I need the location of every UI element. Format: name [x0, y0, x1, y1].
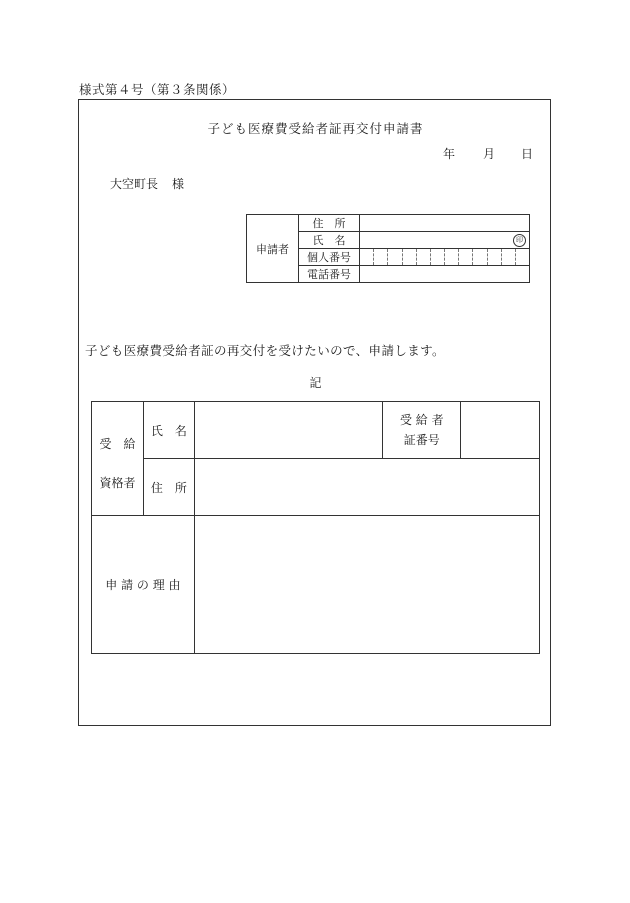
reason-label: 申 請 の 理 由: [92, 516, 195, 654]
applicant-name-label: [299, 232, 360, 249]
applicant-table: [246, 214, 530, 283]
recipient-name-label: 氏 名: [143, 402, 194, 459]
personal-number-digit-box[interactable]: [417, 249, 431, 265]
personal-number-field[interactable]: [360, 249, 530, 266]
recipient-label-cell: [92, 402, 144, 516]
recipient-address-field[interactable]: [194, 459, 539, 516]
applicant-address-label-text: 住 所: [312, 217, 346, 230]
recipient-label-top: 受 給: [99, 436, 136, 451]
phone-number-label: 電話番号: [299, 266, 360, 283]
personal-number-digit-box[interactable]: [516, 249, 529, 265]
certificate-number-field[interactable]: [461, 402, 540, 459]
personal-number-digit-boxes: [360, 249, 529, 265]
certificate-number-label-line2: 証番号: [403, 433, 440, 447]
reason-field[interactable]: [194, 516, 539, 654]
ki-heading: 記: [309, 376, 322, 390]
seal-mark: 印: [513, 234, 526, 247]
personal-number-digit-box[interactable]: [403, 249, 417, 265]
applicant-address-label: [299, 215, 360, 232]
applicant-label: 申請者: [247, 215, 299, 283]
date-day-label: 日: [521, 147, 534, 161]
personal-number-digit-box[interactable]: [502, 249, 516, 265]
form-title: 子ども医療費受給者証再交付申請書: [207, 121, 424, 136]
personal-number-digit-box[interactable]: [388, 249, 402, 265]
phone-number-field[interactable]: [360, 266, 530, 283]
recipient-name-field[interactable]: [194, 402, 383, 459]
personal-number-digit-box[interactable]: [360, 249, 374, 265]
recipient-address-label: 住 所: [143, 459, 194, 516]
certificate-number-label-line1: 受 給 者: [399, 413, 444, 427]
personal-number-digit-box[interactable]: [374, 249, 388, 265]
date-month-label: 月: [483, 147, 496, 161]
addressee: [110, 175, 184, 192]
personal-number-digit-box[interactable]: [473, 249, 487, 265]
personal-number-digit-box[interactable]: [445, 249, 459, 265]
personal-number-label: 個人番号: [299, 249, 360, 266]
date-year-label: 年: [443, 147, 456, 161]
certificate-number-label: [383, 402, 461, 459]
recipient-label-bottom: 資格者: [99, 475, 136, 490]
personal-number-digit-box[interactable]: [488, 249, 502, 265]
applicant-name-label-text: 氏 名: [312, 234, 346, 247]
addressee-name: 大空町長: [110, 177, 159, 191]
applicant-name-field[interactable]: [360, 232, 530, 249]
application-statement: 子ども医療費受給者証の再交付を受けたいので、申請します。: [85, 343, 445, 358]
personal-number-digit-box[interactable]: [431, 249, 445, 265]
addressee-honorific: 様: [172, 177, 185, 191]
applicant-address-field[interactable]: [360, 215, 530, 232]
recipient-table: [91, 401, 540, 654]
personal-number-digit-box[interactable]: [459, 249, 473, 265]
form-number: 様式第４号（第３条関係）: [79, 82, 236, 97]
